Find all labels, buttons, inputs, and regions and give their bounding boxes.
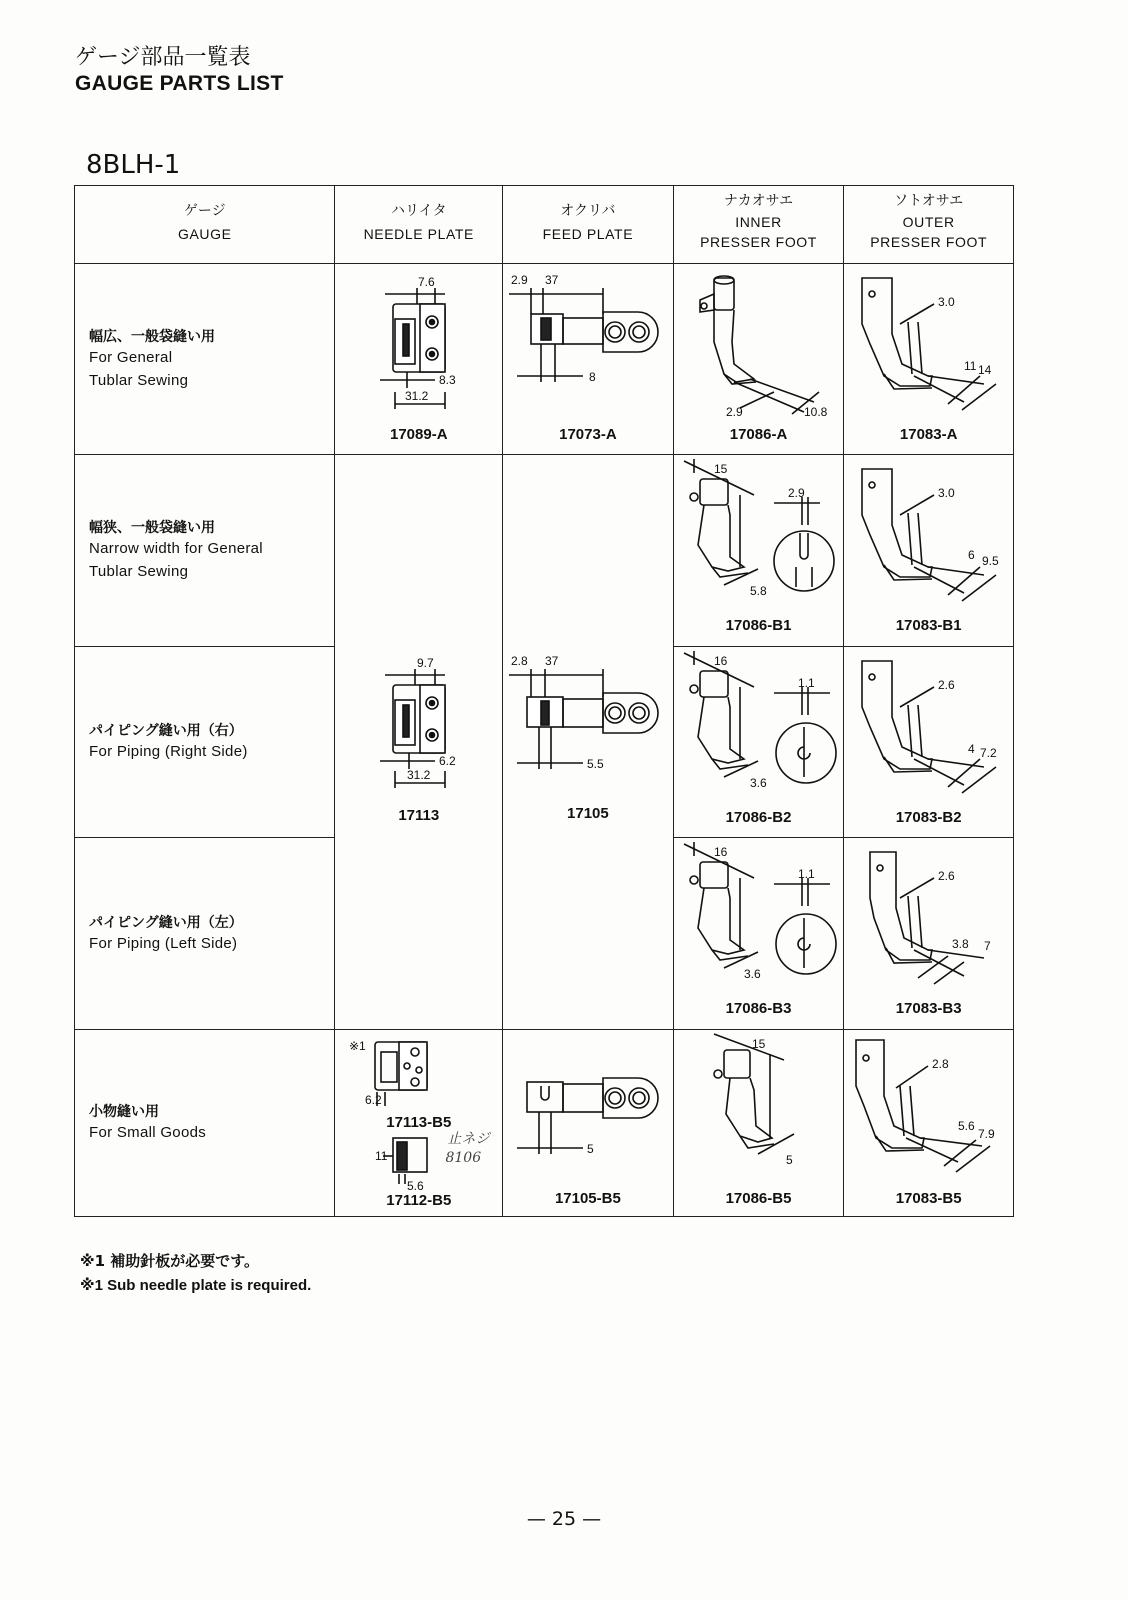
footnote-mark: ※1: [349, 1038, 367, 1053]
outer-foot-cell: [844, 1029, 1014, 1216]
dim-label: 11: [375, 1148, 388, 1163]
gauge-label-en: For Piping (Left Side): [89, 934, 238, 952]
gauge-cell: [75, 838, 335, 1029]
col-header-en: OUTER: [902, 214, 955, 230]
gauge-label-en: Tublar Sewing: [89, 563, 189, 581]
part-number: 17083-B3: [895, 1000, 962, 1018]
dim-label: 1.1: [797, 675, 815, 690]
gauge-label-en: For Small Goods: [89, 1124, 207, 1142]
outer-foot-drawing: [844, 1030, 1012, 1216]
gauge-label-jp: パイピング縫い用（左）: [89, 914, 243, 931]
gauge-cell: [75, 455, 335, 646]
outer-foot-cell: [844, 838, 1014, 1029]
part-number: 17086-B5: [725, 1189, 792, 1207]
feed-plate-cell: [503, 1029, 674, 1216]
needle-plate-cell: [335, 455, 503, 1029]
part-number: 17089-A: [390, 425, 448, 443]
part-number: 17086-A: [729, 425, 788, 443]
part-number: 17073-A: [559, 425, 617, 443]
gauge-label-jp: 小物縫い用: [89, 1104, 159, 1121]
header-title-jp: ゲージ部品一覧表: [75, 45, 251, 70]
dim-label: 7.6: [418, 274, 436, 289]
footnote-en: ※1 Sub needle plate is required.: [80, 1277, 312, 1294]
col-header-jp: ゲージ: [183, 203, 226, 219]
outer-foot-cell: [844, 455, 1014, 646]
table-header-row: [75, 186, 1014, 264]
handwritten-note: 8106: [445, 1149, 482, 1166]
col-header-en2: PRESSER FOOT: [870, 234, 988, 250]
gauge-label-en: For Piping (Right Side): [89, 743, 248, 761]
dim-label: 2.6: [938, 869, 956, 884]
inner-foot-cell: [673, 646, 844, 837]
col-header-feed-plate: [503, 186, 674, 264]
dim-label: 3.0: [938, 486, 956, 501]
outer-foot-cell: [844, 263, 1014, 454]
part-number: 17105: [567, 805, 609, 823]
model-number: 8BLH-1: [86, 150, 181, 180]
col-header-jp: オクリバ: [560, 203, 616, 219]
dim-label: 5.6: [958, 1118, 976, 1133]
page-number: — 25 —: [526, 1508, 602, 1530]
col-header-outer-presser-foot: [844, 186, 1014, 264]
gauge-cell: [75, 646, 335, 837]
col-header-jp: ナカオサエ: [723, 193, 794, 209]
dim-label: 14: [978, 362, 992, 377]
table-row: [75, 455, 1014, 646]
dim-label: 10.8: [803, 404, 828, 419]
gauge-cell: [75, 263, 335, 454]
dim-label: 16: [713, 845, 728, 860]
dim-label: 1.1: [797, 867, 815, 882]
dim-label: 2.9: [787, 486, 805, 501]
part-number: 17112-B5: [386, 1191, 452, 1209]
dim-label: 6.2: [365, 1092, 383, 1107]
part-number: 17086-B1: [725, 617, 792, 635]
feed-plate-cell: [503, 455, 674, 1029]
dim-label: 5.6: [407, 1178, 425, 1193]
dim-label: 5.5: [587, 757, 604, 772]
dim-label: 2.9: [725, 404, 743, 419]
col-header-gauge: [75, 186, 335, 264]
dim-label: 2.8: [511, 654, 528, 669]
table-row: [75, 263, 1014, 454]
part-number: 17083-B2: [895, 808, 962, 826]
dim-label: 4: [968, 741, 976, 756]
dim-label: 37: [545, 272, 559, 287]
dim-label: 8.3: [439, 372, 457, 387]
feed-plate-drawing: [503, 1030, 672, 1216]
footnote-jp: ※1 補助針板が必要です。: [80, 1252, 260, 1270]
inner-foot-cell: [673, 455, 844, 646]
col-header-jp: ソトオサエ: [894, 193, 964, 209]
inner-foot-cell: [673, 1029, 844, 1216]
dim-label: 7.2: [980, 745, 998, 760]
gauge-label-jp: 幅広、一般袋縫い用: [89, 328, 215, 345]
col-header-jp: ハリイタ: [390, 203, 447, 219]
gauge-cell: [75, 1029, 335, 1216]
table-row: [75, 1029, 1014, 1216]
col-header-en: INNER: [735, 214, 782, 230]
dim-label: 31.2: [405, 388, 429, 403]
inner-foot-cell: [673, 838, 844, 1029]
gauge-label-en: Narrow width for General: [89, 540, 263, 558]
col-header-en: GAUGE: [177, 226, 232, 242]
outer-foot-cell: [844, 646, 1014, 837]
dim-label: 15: [713, 462, 728, 477]
dim-label: 5: [785, 1152, 793, 1167]
col-header-inner-presser-foot: [673, 186, 844, 264]
dim-label: 3.6: [743, 967, 761, 982]
dim-label: 31.2: [407, 768, 431, 783]
part-number: 17086-B3: [725, 1000, 792, 1018]
dim-label: 7: [984, 939, 992, 954]
part-number: 17113-B5: [386, 1113, 452, 1131]
part-number: 17083-B1: [895, 617, 962, 635]
gauge-label-en: For General: [89, 348, 173, 366]
dim-label: 3.8: [952, 937, 970, 952]
dim-label: 2.9: [511, 272, 528, 287]
dim-label: 11: [964, 358, 977, 373]
dim-label: 3.0: [938, 294, 956, 309]
col-header-en: NEEDLE PLATE: [363, 226, 474, 242]
gauge-label-jp: パイピング縫い用（右）: [89, 723, 243, 740]
gauge-label-jp: 幅狭、一般袋縫い用: [89, 520, 215, 537]
col-header-needle-plate: [335, 186, 503, 264]
part-number: 17083-B5: [895, 1189, 962, 1207]
dim-label: 9.5: [982, 554, 1000, 569]
dim-label: 16: [713, 653, 728, 668]
needle-plate-cell: [335, 263, 503, 454]
dim-label: 5: [587, 1141, 594, 1156]
dim-label: 5.8: [749, 584, 767, 599]
dim-label: 15: [751, 1036, 766, 1051]
dim-label: 2.8: [932, 1056, 950, 1071]
dim-label: 3.6: [749, 775, 767, 790]
dim-label: 8: [589, 369, 596, 384]
gauge-parts-table: [74, 185, 1014, 1217]
part-number: 17083-A: [899, 425, 958, 443]
feed-plate-drawing: [503, 455, 672, 1025]
needle-plate-drawing: [335, 455, 501, 1025]
dim-label: 6: [968, 548, 976, 563]
gauge-label-en: Tublar Sewing: [89, 371, 189, 389]
feed-plate-cell: [503, 263, 674, 454]
col-header-en: FEED PLATE: [542, 226, 634, 242]
inner-foot-cell: [673, 263, 844, 454]
inner-foot-drawing: [674, 1030, 843, 1216]
part-number: 17105-B5: [554, 1189, 621, 1207]
dim-label: 2.6: [938, 677, 956, 692]
needle-plate-cell: [335, 1029, 503, 1216]
dim-label: 37: [545, 654, 559, 669]
dim-label: 6.2: [439, 754, 457, 769]
part-number: 17113: [398, 807, 440, 825]
col-header-en2: PRESSER FOOT: [700, 234, 817, 250]
dim-label: 7.9: [978, 1126, 996, 1141]
header-title-en: GAUGE PARTS LIST: [75, 72, 284, 95]
handwritten-note: 止ネジ: [447, 1130, 490, 1147]
part-number: 17086-B2: [725, 808, 792, 826]
dim-label: 9.7: [417, 656, 435, 671]
